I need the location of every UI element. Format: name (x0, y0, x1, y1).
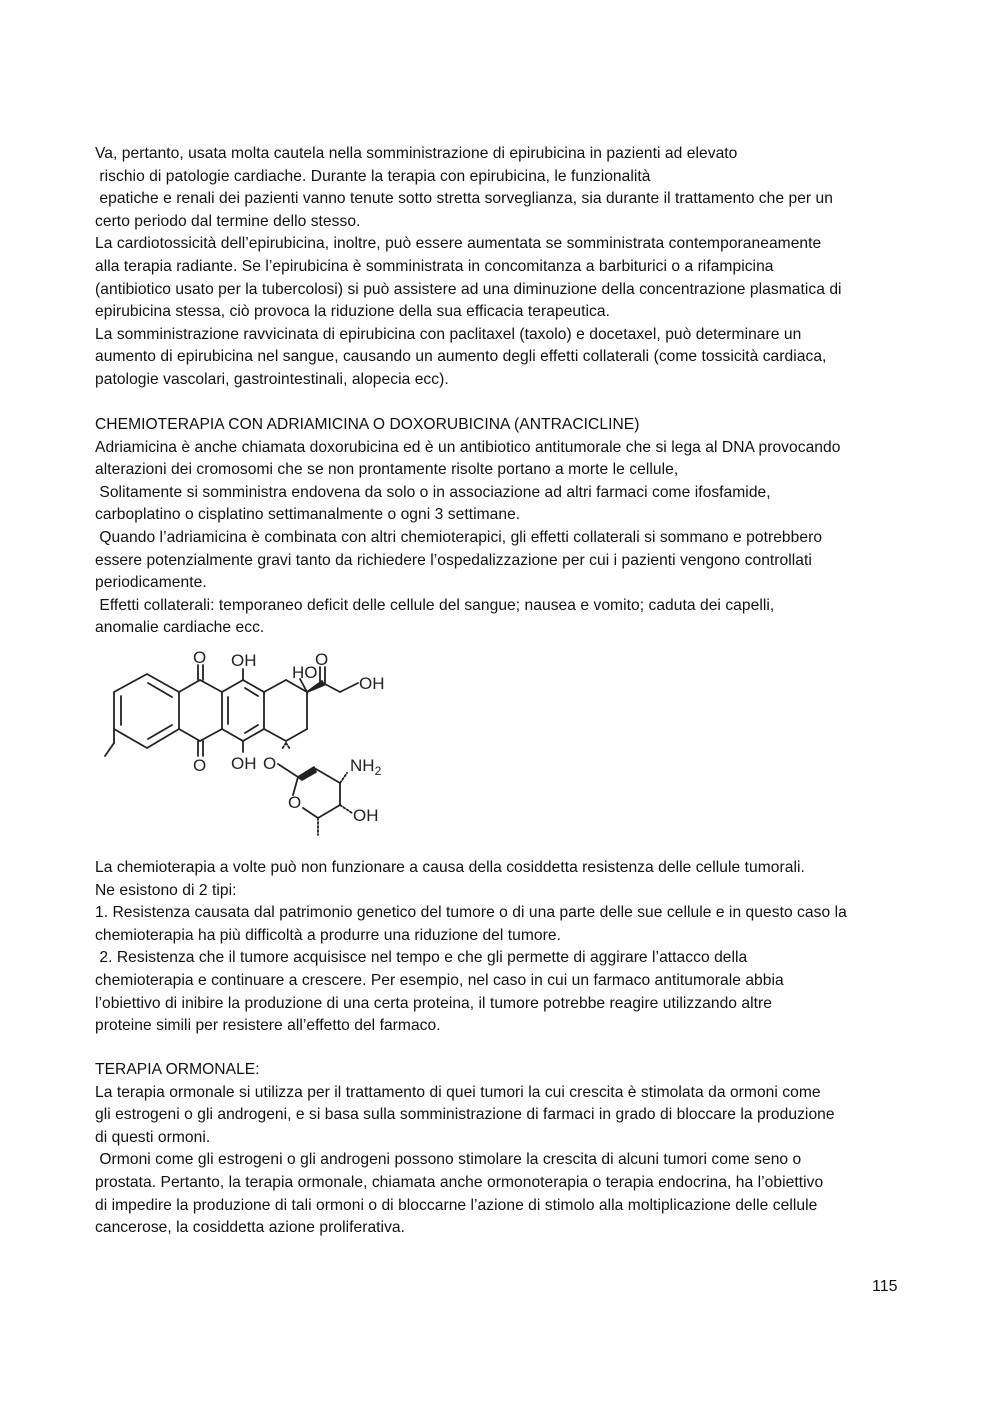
substituent-bonds (105, 665, 358, 835)
text-line: prostata. Pertanto, la terapia ormonale, chiamata anche ormonoterapia o terapia endocrina, ha l’obiettivo (95, 1173, 824, 1191)
text-line: (antibiotico usato per la tubercolosi) si può assistere ad una diminuzione della concentrazione plasmatica di (95, 280, 842, 298)
text-line: epirubicina stessa, ciò provoca la riduzione della sua efficacia terapeutica. (95, 303, 610, 321)
text-line: di impedire la produzione di tali ormoni o di bloccarne l’azione di stimolo alla moltiplicazione delle cellule (95, 1196, 818, 1214)
text-line: 2. Resistenza che il tumore acquisisce nel tempo e che gli permette di aggirare l’attacco della (95, 949, 748, 967)
text-line: chemioterapia ha più difficoltà a produrre una riduzione del tumore. (95, 926, 562, 944)
atom-label-subscript: 2 (374, 764, 382, 778)
atom-label: OH (231, 651, 257, 670)
text-line: La cardiotossicità dell’epirubicina, inoltre, può essere aumentata se somministrata contemporaneamente (95, 235, 822, 253)
text-line: La terapia ormonale si utilizza per il trattamento di quei tumori la cui crescita è stimolata da ormoni come (95, 1083, 821, 1101)
atom-label: OH (359, 674, 385, 693)
text-line: alla terapia radiante. Se l’epirubicina è somministrata in concomitanza a barbiturici o a rifampicina (95, 257, 774, 275)
section-adriamicina (95, 414, 910, 640)
text-line: La somministrazione ravvicinata di epirubicina con paclitaxel (taxolo) e docetaxel, può determinare un (95, 325, 802, 343)
text-line: l’obiettivo di inibire la produzione di una certa proteina, il tumore potrebbe reagire utilizzando altre (95, 994, 772, 1012)
text-line: Va, pertanto, usata molta cautela nella somministrazione di epirubicina in pazienti ad elevato (95, 145, 738, 162)
text-line: aumento di epirubicina nel sangue, causando un aumento degli effetti collaterali (come tossicità cardiaca, (95, 348, 827, 366)
text-line: Effetti collaterali: temporaneo deficit delle cellule del sangue; nausea e vomito; caduta dei capelli, (95, 596, 775, 614)
text-line: Solitamente si somministra endovena da solo o in associazione ad altri farmaci come ifosfamide, (95, 483, 771, 501)
atom-label: O (263, 754, 277, 773)
text-line: alterazioni dei cromosomi che se non prontamente risolte portano a morte le cellule, (95, 461, 679, 479)
text-line: carboplatino o cisplatino settimanalmente o ogni 3 settimane. (95, 506, 521, 524)
text-line: 1. Resistenza causata dal patrimonio genetico del tumore o di una parte delle sue cellule e in questo caso la (95, 904, 847, 922)
chemical-structure (100, 645, 400, 850)
text-line: Ormoni come gli estrogeni o gli androgeni possono stimolare la crescita di alcuni tumori come seno o (95, 1151, 802, 1169)
ring-bonds (114, 674, 307, 748)
text-line: certo periodo dal termine dello stesso. (95, 212, 361, 230)
atom-label: OH (353, 806, 379, 825)
text-line: gli estrogeni o gli androgeni, e si basa sulla somministrazione di farmaci in grado di bloccare la produzione (95, 1106, 835, 1124)
atom-label-nh: NH (350, 756, 375, 775)
atom-label: OH (231, 754, 257, 773)
text-line: Ne esistono di 2 tipi: (95, 881, 237, 899)
paragraph-resistenza (95, 857, 910, 1038)
text-line: proteine simili per resistere all’effetto del farmaco. (95, 1017, 441, 1035)
section-terapia-ormonale (95, 1059, 910, 1240)
atom-labels (193, 648, 385, 825)
doxorubicin-structure-figure (100, 645, 400, 850)
text-line: cancerose, la cosiddetta azione proliferativa. (95, 1219, 406, 1237)
atom-label: O (288, 793, 302, 812)
atom-label: O (193, 648, 207, 667)
text-line: epatiche e renali dei pazienti vanno tenute sotto stretta sorveglianza, sia durante il trattamento che per un (95, 190, 833, 208)
atom-label: O (315, 650, 329, 669)
text-line: La chemioterapia a volte può non funzionare a causa della cosiddetta resistenza delle cellule tumorali. (95, 859, 805, 876)
text-line: patologie vascolari, gastrointestinali, alopecia ecc). (95, 370, 449, 388)
section-heading: CHEMIOTERAPIA CON ADRIAMICINA O DOXORUBICINA (ANTRACICLINE) (95, 416, 640, 433)
text-line: essere potenzialmente gravi tanto da richiedere l’ospedalizzazione per cui i pazienti vengono controllati (95, 551, 812, 569)
atom-label: O (193, 756, 207, 775)
text-line: anomalie cardiache ecc. (95, 619, 265, 637)
text-line: di questi ormoni. (95, 1128, 211, 1146)
atom-label (350, 756, 382, 778)
atom-label: HO (292, 663, 318, 682)
text-line: Adriamicina è anche chiamata doxorubicina ed è un antibiotico antitumorale che si lega al DNA provocando (95, 438, 841, 456)
text-line: periodicamente. (95, 574, 207, 592)
paragraph-epirubicina (95, 143, 910, 392)
text-line: chemioterapia e continuare a crescere. Per esempio, nel caso in cui un farmaco antitumorale abbia (95, 971, 784, 989)
text-line: Quando l’adriamicina è combinata con altri chemioterapici, gli effetti collaterali si sommano e potrebbero (95, 528, 823, 546)
page-number: 115 (872, 1278, 898, 1295)
section-heading: TERAPIA ORMONALE: (95, 1061, 260, 1078)
text-line: rischio di patologie cardiache. Durante la terapia con epirubicina, le funzionalità (95, 167, 651, 185)
